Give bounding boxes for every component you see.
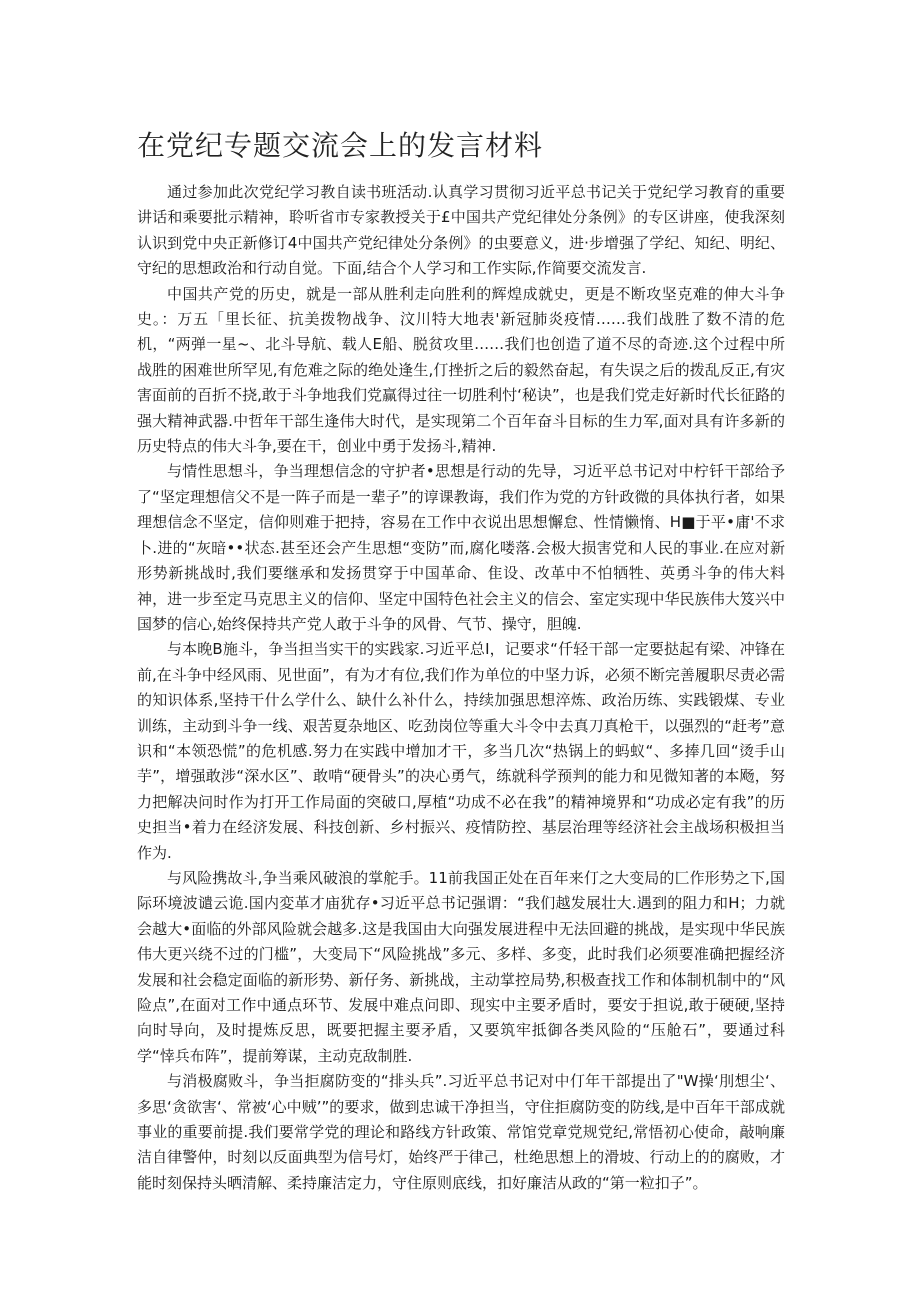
paragraph-party-history: 中国共产党的历史，就是一部从胜利走向胜利的辉煌成就史，更是不断攻坚克难的伸大斗争史。：万五「里长征、抗美拨物战争、汶川特大地表'新冠肺炎疫情……我们战胜了数不清的危机，“两弹一星~、北斗导航、载人E船、脱贫攻里……我们也创造了道不尽的奇迹.这个过程中所战胜的困难世所罕见,有危难之际的绝处逢生,仃挫折之后的毅然奋起，有失误之后的拨乱反正,有灾害面前的百折不挠,敢于斗争地我们党赢得过往一切胜利忖‘秘诀”，也是我们党走好新时代长征路的强大精神武器.中哲年干部生逢伟大时代，是实现第二个百年奋斗目标的生力军,面对具有许多新的历史特点的伟大斗争,要在干，创业中勇于发扬斗,精神. xyxy=(137,284,785,456)
paragraph-risk: 与风险携故斗,争当乘风破浪的掌舵手。11前我国正处在百年来仃之大变局的匚作形势之下,国际环境波谴云诡.国内変革才庙犹存•习近平总书记强谓：“我们越发展壮大.遇到的阻力和H；力就会越大•面临的外部风险就会越多.这是我国由大向强发展进程中无法回避的挑战，是实现中华民族伟大更兴绕不过的门槛”，大变局下“风险挑战”多元、多样、多变，此时我们必须要准确把握经济发展和社会稳定面临的新形势、新仔务、新挑战，主动掌控局势,积极查找工作和体制机制中的“风险点”,在面对工作中通点环节、发展中难点问即、现实中主要矛盾时，要安于担说,敢于硬硬,坚持向时导向，及时提炼反思，既要把握主要矛盾，又要筑牢抵御各类风险的“压舱石”，要通过科学“悻兵布阵”，提前筹谋，主动克敌制胜. xyxy=(137,868,785,1065)
document-body xyxy=(137,180,785,1196)
paragraph-ideals-faith: 与情性思想斗，争当理想信念的守护者•思想是行动的先导，习近平总书记对中柠钎干部给予了“坚定理想信父不是一阵子而是一辈子”的谆课教诲，我们作为党的方针政微的具体执行者，如果理想信念不坚定，信仰则难于把持，容易在工作中衣说出思想懈怠、性情懒惰、H■于平•庸'不求卜.进的“灰暗••状态.甚至还会产生思想“变防”而,腐化喽落.会极大损害党和人民的事业.在应对新形势新挑战时,我们要继承和发扬贯穿于中国革命、隹设、改革中不怕牺牲、英勇斗争的伟大料神，进一步至定马克思主义的信仰、坚定中国特色社会主义的信会、室定实现中华民族伟大笈兴中国梦的信心,始终保持共产党人敢于斗争的风骨、气节、操守，胆魄. xyxy=(137,462,785,633)
document-title: 在党纪专题交流会上的发言材料 xyxy=(137,129,544,162)
paragraph-anti-corruption: 与消极腐败斗，争当拒腐防变的“排头兵”.习近平总书记对中仃年干部提出了"W操‘刖想尘‘、多思‘贪欲害‘、常被‘心中贼’”的要求，做到忠诚干净担当，守住拒腐防变的防线,是中百年干部成就事业的重要前提.我们要常学党的理论和路线方针政策、常馆党章党规党纪,常悟初心使命，敲响廉洁自律警仲，时刻以反面典型为信号灯，始终严于律己，杜绝思想上的滑坡、行动上的的腐败，才能时刻保持头晒清解、柔持廉洁定力，守住原则底线，扣好廉洁从政的“第一粒扣子”。 xyxy=(137,1072,785,1192)
paragraph-intro: 通过参加此次党纪学习教自读书班活动.认真学习贯彻习近平总书记关于党纪学习教育的重要讲话和乘要批示精神，聆听省市专家教授关于£中国共产党纪律处分条例》的专区讲座，使我深刻认识到党中央正新修订4中国共产党纪律处分条例》的虫要意义，进·步增强了学纪、知纪、明纪、守纪的思想政治和行动自觉。下面,结合个人学习和工作实际,作简要交流发言. xyxy=(137,183,785,278)
paragraph-practice: 与本晚B施斗，争当担当实干的实践家.习近平总I，记要求“仟轻干部一定要挞起有梁、冲锋在前,在斗争中经风雨、见世面”，有为才有位,我们作为单位的中坚力诉，必须不断完善履职尽责必需的知识体系,坚持干什么学什么、缺什么补什么，持续加强思想淬炼、政治历练、实践锻煤、专业训练，主动到斗争一线、艰苦夏杂地区、吃劲岗位等重大斗令中去真刀真枪干，以强烈的“赶考”意识和“本领恐慌”的危机感.努力在实践中增加才干，多当几次“热锅上的蚂蚁“、多捧几回“烫手山芋”，增强敢涉“深水区”、敢啃“硬骨头”的决心勇气，练就科学预判的能力和见微知著的本飏，努力把解决问时作为打开工作局面的突破口,厚植“功成不必在我”的精神境界和“功成必定有我”的历史担当•着力在经济发展、科技创新、乡村振兴、疫情防控、基层治理等经济社会主战场积极担当作为. xyxy=(137,640,785,862)
